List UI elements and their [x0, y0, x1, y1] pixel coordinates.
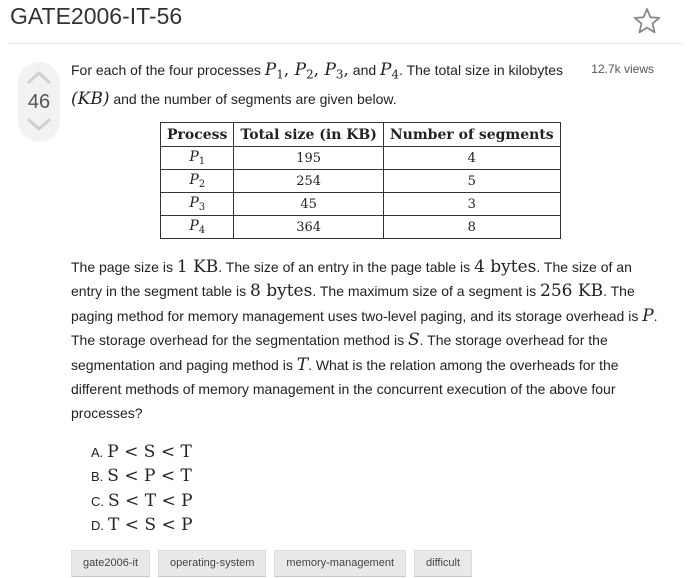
option-b: B. S < P < T [91, 466, 192, 487]
table-row [161, 170, 561, 193]
size-cell: 195 [234, 147, 383, 170]
segments-cell: 8 [383, 216, 560, 239]
option-d: D. T < S < P [91, 515, 193, 536]
table-row [161, 216, 561, 239]
segments-cell: 4 [383, 147, 560, 170]
size-cell: 364 [234, 216, 383, 239]
process-symbol: $P_2$ [294, 60, 314, 82]
process-cell: $P_3$ [161, 193, 234, 216]
column-header: Number of segments [383, 123, 560, 147]
tag-list [71, 550, 472, 577]
process-cell: $P_2$ [161, 170, 234, 193]
chevron-up-icon[interactable] [27, 70, 51, 84]
option-expression: P < S < T [107, 442, 192, 462]
size-cell: 45 [234, 193, 383, 216]
process-symbol: $P_1$ [264, 60, 284, 82]
unit-symbol: (KB) [71, 88, 110, 109]
table-header-row [161, 123, 561, 147]
table-row [161, 147, 561, 170]
chevron-down-icon[interactable] [27, 118, 51, 132]
math-variable: P [642, 305, 654, 326]
option-a: A. P < S < T [91, 442, 192, 462]
tag-difficult[interactable]: difficult [414, 550, 472, 577]
process-symbol: $P_4$ [380, 60, 400, 82]
vote-panel [18, 62, 60, 142]
process-symbol: $P_3$ [324, 60, 344, 82]
option-expression: S < P < T [107, 466, 192, 487]
view-count: 12.7k views [591, 62, 654, 76]
math-variable: T [296, 354, 309, 375]
table-row [161, 193, 561, 216]
question-intro: For each of the four processes $P_1$, $P_2$, $P_3$, and $P_4$. The total size in kilobytes (KB) and the number of segments are given below. [71, 60, 563, 109]
intro-text: and the number of segments are given below. [109, 90, 397, 107]
option-c: C. S < T < P [91, 490, 193, 511]
math-value: 1 KB [176, 257, 219, 277]
star-outline-icon[interactable] [632, 6, 662, 36]
tag-gate2006-it[interactable]: gate2006-it [71, 550, 150, 577]
option-expression: S < T < P [108, 490, 193, 511]
intro-text: . The total size in kilobytes [399, 62, 563, 78]
page-title: GATE2006-IT-56 [10, 3, 183, 29]
tag-operating-system[interactable]: operating-system [158, 550, 266, 577]
math-variable: S [407, 330, 420, 351]
vote-count: 46 [27, 91, 51, 113]
math-value: 4 bytes [474, 257, 537, 277]
column-header: Process [161, 123, 234, 147]
segments-cell: 5 [383, 170, 560, 193]
column-header: Total size (in KB) [234, 123, 383, 147]
tag-memory-management[interactable]: memory-management [274, 550, 406, 577]
process-cell: $P_4$ [161, 216, 234, 239]
intro-text: For each of the four processes [71, 62, 265, 78]
process-cell: $P_1$ [161, 147, 234, 170]
option-expression: T < S < P [108, 515, 193, 536]
header-divider [8, 43, 683, 44]
process-table [160, 122, 561, 239]
question-body: The page size is 1 KB. The size of an entry in the page table is 4 bytes. The size of an entry in the segment table is 8 bytes. The maximum size of a segment is 256 KB. The paging method for memory management uses two-level paging, and its storage overhead is P. The storage overhead for the segmentation method is S. The storage overhead for the segmentation and paging method is T. What is the relation among the overheads for the different methods of memory management in the concurrent execution of the above four processes? [71, 257, 658, 422]
math-value: 256 KB [540, 281, 604, 302]
segments-cell: 3 [383, 193, 560, 216]
size-cell: 254 [234, 170, 383, 193]
math-value: 8 bytes [250, 281, 313, 302]
answer-options [91, 441, 193, 539]
